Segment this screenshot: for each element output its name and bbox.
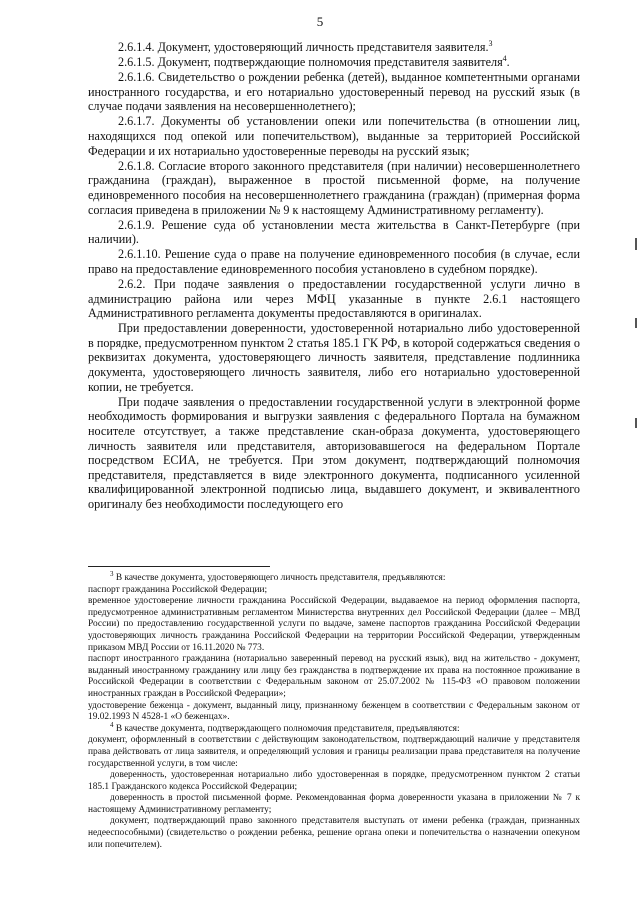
scan-edge-mark — [635, 238, 637, 250]
body-text — [88, 40, 580, 512]
paragraph: 2.6.1.10. Решение суда о праве на получение единовременного пособия (в случае, если право на предоставление единовременного пособия установлено в судебном порядке). — [88, 247, 580, 276]
footnote-line: доверенность в простой письменной форме. Рекомендованная форма доверенности указана в приложении № 7 к настоящему Административному регламенту; — [88, 793, 580, 815]
paragraph: 2.6.1.5. Документ, подтверждающие полномочия представителя заявителя$^4$. — [118, 54, 510, 70]
footnotes — [88, 569, 580, 851]
scan-edge-mark — [635, 418, 637, 428]
paragraph: При предоставлении доверенности, удостоверенной нотариально либо удостоверенной в порядке, предусмотренном пунктом 2 статья 185.1 ГК РФ, в которой содержаться сведения о реквизитах документа, удостоверяющего личность заявителя, представление подлинника документа, удостоверяющего личность заявителя, либо его нотариально удостоверенной копии, не требуется. — [88, 321, 580, 394]
footnote-divider — [88, 566, 270, 567]
footnote-line: удостоверение беженца - документ, выданный лицу, признанному беженцем в соответствии с Федеральным законом от 19.02.1993 N 4528-1 «О беженцах». — [88, 700, 580, 723]
scan-edge-mark — [635, 318, 637, 328]
paragraph: 2.6.2. При подаче заявления о предоставлении государственной услуги лично в администрацию района или через МФЦ указанные в пункте 2.6.1 настоящего Административного регламента документы предоставляются в оригиналах. — [88, 277, 580, 321]
page-number: 5 — [316, 14, 324, 29]
footnote: $^3$ В качестве документа, удостоверяющего личность представителя, предъявляются: — [110, 569, 446, 583]
footnote-ref[interactable]: 4 — [502, 54, 507, 64]
paragraph: 2.6.1.6. Свидетельство о рождении ребенка (детей), выданное компетентными органами иностранного государства, и его нотариально удостоверенный перевод на русский язык (в случае подачи заявления на несовершеннолетнего); — [88, 70, 580, 114]
footnote-line: временное удостоверение личности гражданина Российской Федерации, выдаваемое на период оформления паспорта, предусмотренное административным регламентом Министерства внутренних дел Российской Федерации (далее – МВД России) по предоставлению государственной услуги по выдаче, замене паспортов гражданина Российской Федерации удостоверяющих личность гражданина Российской Федерации на территории Российской Федерации, утвержденным приказом МВД России от 16.11.2020 № 773. — [88, 596, 580, 653]
footnote-line: паспорт иностранного гражданина (нотариально заверенный перевод на русский язык), вид на жительство - документ, выданный иностранному гражданину или лицу без гражданства в подтверждение их права на постоянное проживание в Российской Федерации в соответствии с Федеральным законом от 25.07.2002 № 115-ФЗ «О правовом положении иностранных граждан в Российской Федерации»; — [88, 654, 580, 699]
paragraph: 2.6.1.4. Документ, удостоверяющий личность представителя заявителя.$^3$ — [118, 38, 493, 54]
paragraph: 2.6.1.7. Документы об установлении опеки или попечительства (в отношении лиц, находящихся под опекой или попечительством), выданные за территорией Российской Федерации и их нотариально удостоверенные переводы на русский язык; — [88, 114, 580, 158]
paragraph: 2.6.1.8. Согласие второго законного представителя (при наличии) несовершеннолетнего гражданина (граждан), выраженное в простой письменной форме, на получение единовременного пособия на несовершеннолетнего гражданина (граждан) (примерная форма согласия приведена в приложении № 9 к настоящему Административному регламенту). — [88, 158, 580, 217]
paragraph: При подаче заявления о предоставлении государственной услуги в электронной форме необходимость формирования и выгрузки заявления с федерального Портала на бумажном носителе отсутствует, а также представление скан-образа документа, удостоверяющего личность заявителя или представителя, авторизовавшегося на федеральном Портале посредством ЕСИА, не требуется. При этом документ, подтверждающий полномочия представителя, представляется в виде электронного документа, подписанного усиленной квалифицированной электронной подписью лица, выдавшего документ, и эквивалентного оригиналу без необходимости последующего его — [88, 394, 580, 511]
footnote-ref[interactable]: 3 — [488, 38, 493, 48]
footnote-line: документ, оформленный в соответствии с действующим законодательством, подтверждающий наличие у представителя права действовать от лица заявителя, и определяющий условия и границы реализации права представителя на получение государственной услуги, в том числе: — [88, 735, 580, 769]
footnote-line: паспорт гражданина Российской Федерации; — [88, 584, 268, 595]
footnote-line: доверенность, удостоверенная нотариально либо удостоверенная в порядке, предусмотренном пунктом 2 статьи 185.1 Гражданского кодекса Российской Федерации; — [88, 770, 580, 792]
footnote-line: документ, подтверждающий право законного представителя выступать от имени ребенка (граждан, признанных недееспособными) (свидетельство о рождении ребенка, решение органа опеки и попечительства о назначении опекуном или попечителем). — [88, 816, 580, 850]
paragraph: 2.6.1.9. Решение суда об установлении места жительства в Санкт-Петербурге (при наличии). — [88, 217, 580, 247]
footnote: $^4$ В качестве документа, подтверждающего полномочия представителя, предъявляются: — [110, 720, 460, 734]
